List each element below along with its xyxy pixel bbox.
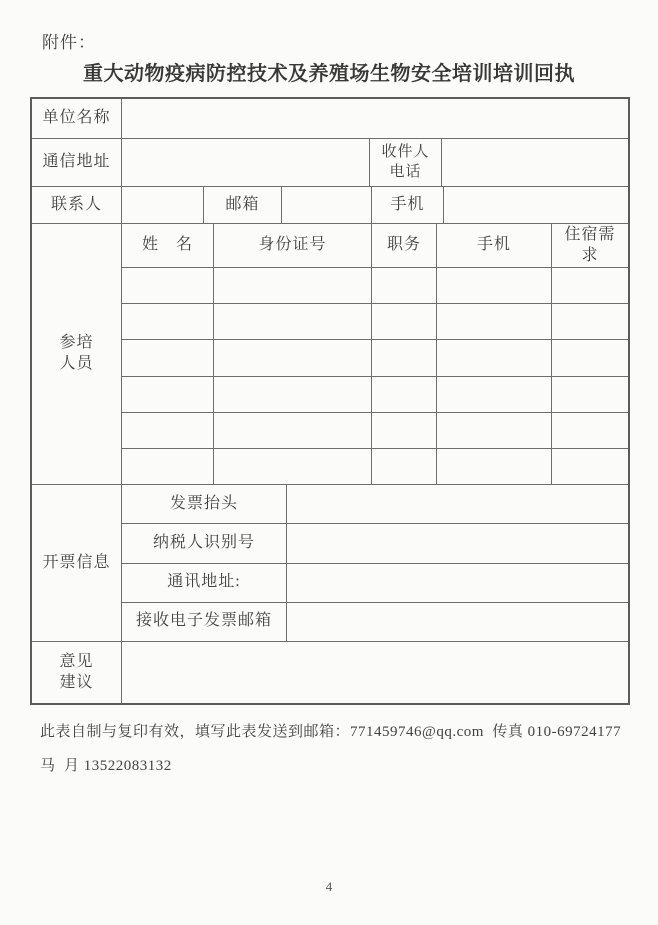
participant-empty-cell	[552, 377, 628, 412]
participants-header-row	[122, 224, 628, 268]
einvoice-email-label: 接收电子发票邮箱	[122, 603, 287, 641]
participant-empty-row	[122, 449, 628, 484]
invoice-row-einvoice-email	[122, 603, 628, 641]
participant-empty-cell	[437, 377, 552, 412]
row-mailing-address	[32, 139, 628, 187]
participants-label-line2: 人员	[59, 355, 94, 372]
participant-empty-cell	[214, 268, 372, 303]
participant-empty-cell	[372, 340, 437, 375]
section-invoice	[32, 485, 628, 642]
participant-col-header-4: 手机	[437, 224, 552, 267]
participants-grid	[122, 224, 628, 484]
participant-empty-cell	[372, 268, 437, 303]
participant-empty-row	[122, 340, 628, 376]
invoice-row-address	[122, 564, 628, 603]
participant-empty-cell	[122, 304, 214, 339]
invoice-row-taxpayer-id	[122, 524, 628, 563]
participant-empty-cell	[437, 340, 552, 375]
participant-empty-row	[122, 268, 628, 304]
participant-empty-cell	[214, 340, 372, 375]
page-number: 4	[325, 879, 333, 894]
einvoice-email-value-cell	[287, 603, 628, 641]
comments-value-cell	[122, 642, 628, 703]
section-participants	[32, 224, 628, 485]
comments-label-line2: 建议	[59, 673, 94, 691]
mailing-address-label: 通信地址	[32, 139, 122, 186]
email-value-cell	[282, 187, 372, 223]
participants-label-line1: 参培	[59, 334, 94, 352]
mailing-address-value-cell	[122, 139, 370, 186]
participant-empty-cell	[122, 268, 214, 303]
participant-empty-row	[122, 413, 628, 449]
participant-empty-cell	[214, 449, 372, 484]
participant-empty-cell	[372, 413, 437, 448]
recipient-phone-label	[370, 139, 442, 186]
invoice-address-label: 通讯地址:	[122, 564, 287, 602]
invoice-grid	[122, 485, 628, 641]
section-comments	[32, 642, 628, 703]
invoice-title-label: 发票抬头	[122, 485, 287, 523]
mobile-value-cell	[444, 187, 628, 223]
participant-col-header-5: 住宿需求	[564, 225, 616, 264]
participant-empty-row	[122, 377, 628, 413]
participant-empty-cell	[437, 304, 552, 339]
receipt-form-table	[30, 97, 630, 705]
participant-empty-cell	[552, 268, 628, 303]
participant-empty-cell	[437, 268, 552, 303]
taxpayer-id-value-cell	[287, 524, 628, 562]
participant-empty-cell	[122, 413, 214, 448]
participants-section-label	[32, 224, 122, 484]
participant-empty-cell	[372, 377, 437, 412]
contact-value-cell	[122, 187, 204, 223]
invoice-row-title	[122, 485, 628, 524]
participant-empty-cell	[437, 413, 552, 448]
participant-empty-cell	[552, 304, 628, 339]
participant-col-header-2: 身份证号	[214, 224, 372, 267]
recipient-phone-label-line1: 收件人	[381, 144, 430, 160]
document-title: 重大动物疫病防控技术及养殖场生物安全培训培训回执	[83, 63, 575, 85]
unit-name-value-cell	[122, 99, 628, 138]
footer-note: 此表自制与复印有效，填写此表发送到邮箱：771459746@qq.com 传真 010-69724177	[40, 724, 622, 740]
attachment-label: 附件：	[42, 33, 96, 52]
footer-contact: 马 月 13522083132	[40, 758, 172, 774]
participant-col-header-1: 姓 名	[122, 224, 214, 267]
participant-empty-cell	[214, 304, 372, 339]
participants-empty-rows	[122, 268, 628, 484]
participant-empty-cell	[372, 304, 437, 339]
recipient-phone-label-line2: 电话	[389, 163, 422, 180]
invoice-address-value-cell	[287, 564, 628, 602]
recipient-phone-value-cell	[442, 139, 628, 186]
comments-label	[32, 642, 122, 703]
participant-empty-cell	[372, 449, 437, 484]
comments-label-line1: 意见	[59, 652, 94, 670]
mobile-label: 手机	[372, 187, 444, 223]
row-contact	[32, 187, 628, 224]
participant-empty-cell	[552, 449, 628, 484]
invoice-section-label: 开票信息	[32, 485, 122, 641]
participant-empty-cell	[552, 413, 628, 448]
participant-empty-row	[122, 304, 628, 340]
contact-label: 联系人	[32, 187, 122, 223]
email-label: 邮箱	[204, 187, 282, 223]
participant-empty-cell	[552, 340, 628, 375]
invoice-title-value-cell	[287, 485, 628, 523]
row-unit-name	[32, 99, 628, 139]
participant-empty-cell	[214, 413, 372, 448]
unit-name-label: 单位名称	[32, 99, 122, 138]
participant-empty-cell	[214, 377, 372, 412]
participant-col-header-3: 职务	[372, 224, 437, 267]
taxpayer-id-label: 纳税人识别号	[122, 524, 287, 562]
participant-empty-cell	[122, 340, 214, 375]
participant-empty-cell	[122, 377, 214, 412]
participant-empty-cell	[122, 449, 214, 484]
participant-empty-cell	[437, 449, 552, 484]
